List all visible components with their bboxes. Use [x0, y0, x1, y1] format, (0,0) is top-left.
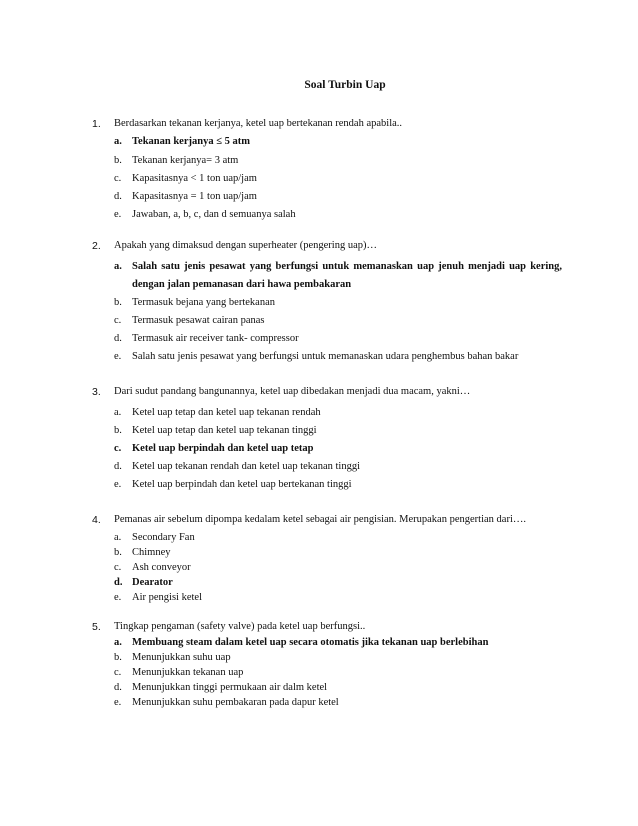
option-text: Tekanan kerjanya ≤ 5 atm	[132, 136, 250, 147]
option-text: Termasuk pesawat cairan panas	[132, 315, 265, 326]
option-label: d.	[114, 577, 123, 588]
option-label: d.	[114, 682, 122, 693]
option-text: dengan jalan pemanasan dari hawa pembakaran	[132, 279, 352, 290]
option-text: Ketel uap tetap dan ketel uap tekanan rendah	[132, 407, 321, 418]
question-stem: Apakah yang dimaksud dengan superheater (pengering uap)…	[114, 240, 377, 251]
question-number: 2.	[92, 240, 101, 252]
question-stem: Berdasarkan tekanan kerjanya, ketel uap bertekanan rendah apabila..	[114, 118, 403, 129]
question-number: 4.	[92, 514, 101, 526]
option-text: Chimney	[132, 547, 171, 558]
option-label: a.	[114, 261, 122, 272]
option-label: a.	[114, 637, 122, 648]
option-text: Ketel uap tetap dan ketel uap tekanan tinggi	[132, 425, 317, 436]
option-text: Air pengisi ketel	[132, 592, 202, 603]
option-text: Salah satu jenis pesawat yang berfungsi untuk memanaskan uap jenuh menjadi uap kering,	[132, 261, 562, 272]
option-label: b.	[114, 652, 122, 663]
option-text: Kapasitasnya < 1 ton uap/jam	[132, 173, 257, 184]
option-text: Menunjukkan tinggi permukaan air dalm ketel	[132, 682, 328, 693]
question-stem: Pemanas air sebelum dipompa kedalam ketel sebagai air pengisian. Merupakan pengertian dari….	[114, 514, 526, 525]
option-label: d.	[114, 191, 122, 202]
option-text: Salah satu jenis pesawat yang berfungsi untuk memanaskan udara penghembus bahan bakar	[132, 351, 519, 362]
option-label: a.	[114, 407, 122, 418]
option-label: b.	[114, 297, 122, 308]
document-title: Soal Turbin Uap	[304, 79, 386, 91]
option-text: Ketel uap berpindah dan ketel uap tetap	[132, 443, 314, 454]
option-text: Ketel uap berpindah dan ketel uap bertekanan tinggi	[132, 479, 352, 490]
option-label: e.	[114, 697, 122, 708]
option-text: Secondary Fan	[132, 532, 195, 543]
option-label: e.	[114, 479, 122, 490]
question-stem: Tingkap pengaman (safety valve) pada ketel uap berfungsi..	[114, 621, 366, 632]
option-label: e.	[114, 592, 122, 603]
option-text: Termasuk bejana yang bertekanan	[132, 297, 275, 308]
option-label: c.	[114, 443, 122, 454]
option-label: e.	[114, 209, 122, 220]
question-stem: Dari sudut pandang bangunannya, ketel uap dibedakan menjadi dua macam, yakni…	[114, 386, 471, 397]
option-label: a.	[114, 532, 122, 543]
option-text: Ketel uap tekanan rendah dan ketel uap tekanan tinggi	[132, 461, 360, 472]
option-text: Dearator	[132, 577, 173, 588]
option-label: e.	[114, 351, 122, 362]
option-label: c.	[114, 173, 122, 184]
question-number: 5.	[92, 621, 101, 633]
option-label: c.	[114, 562, 122, 573]
option-label: b.	[114, 547, 122, 558]
option-label: b.	[114, 155, 122, 166]
option-text: Kapasitasnya = 1 ton uap/jam	[132, 191, 257, 202]
option-text: Termasuk air receiver tank- compressor	[132, 333, 299, 344]
option-label: c.	[114, 667, 122, 678]
option-text: Membuang steam dalam ketel uap secara otomatis jika tekanan uap berlebihan	[132, 637, 489, 648]
option-text: Ash conveyor	[132, 562, 191, 573]
option-text: Jawaban, a, b, c, dan d semuanya salah	[132, 209, 296, 220]
option-label: a.	[114, 136, 122, 147]
question-number: 1.	[92, 118, 101, 130]
option-text: Menunjukkan suhu uap	[132, 652, 231, 663]
option-text: Menunjukkan tekanan uap	[132, 667, 244, 678]
option-label: d.	[114, 461, 122, 472]
option-label: d.	[114, 333, 122, 344]
option-label: c.	[114, 315, 122, 326]
option-text: Tekanan kerjanya= 3 atm	[132, 155, 239, 166]
option-label: b.	[114, 425, 122, 436]
question-number: 3.	[92, 386, 101, 398]
option-text: Menunjukkan suhu pembakaran pada dapur ketel	[132, 697, 339, 708]
